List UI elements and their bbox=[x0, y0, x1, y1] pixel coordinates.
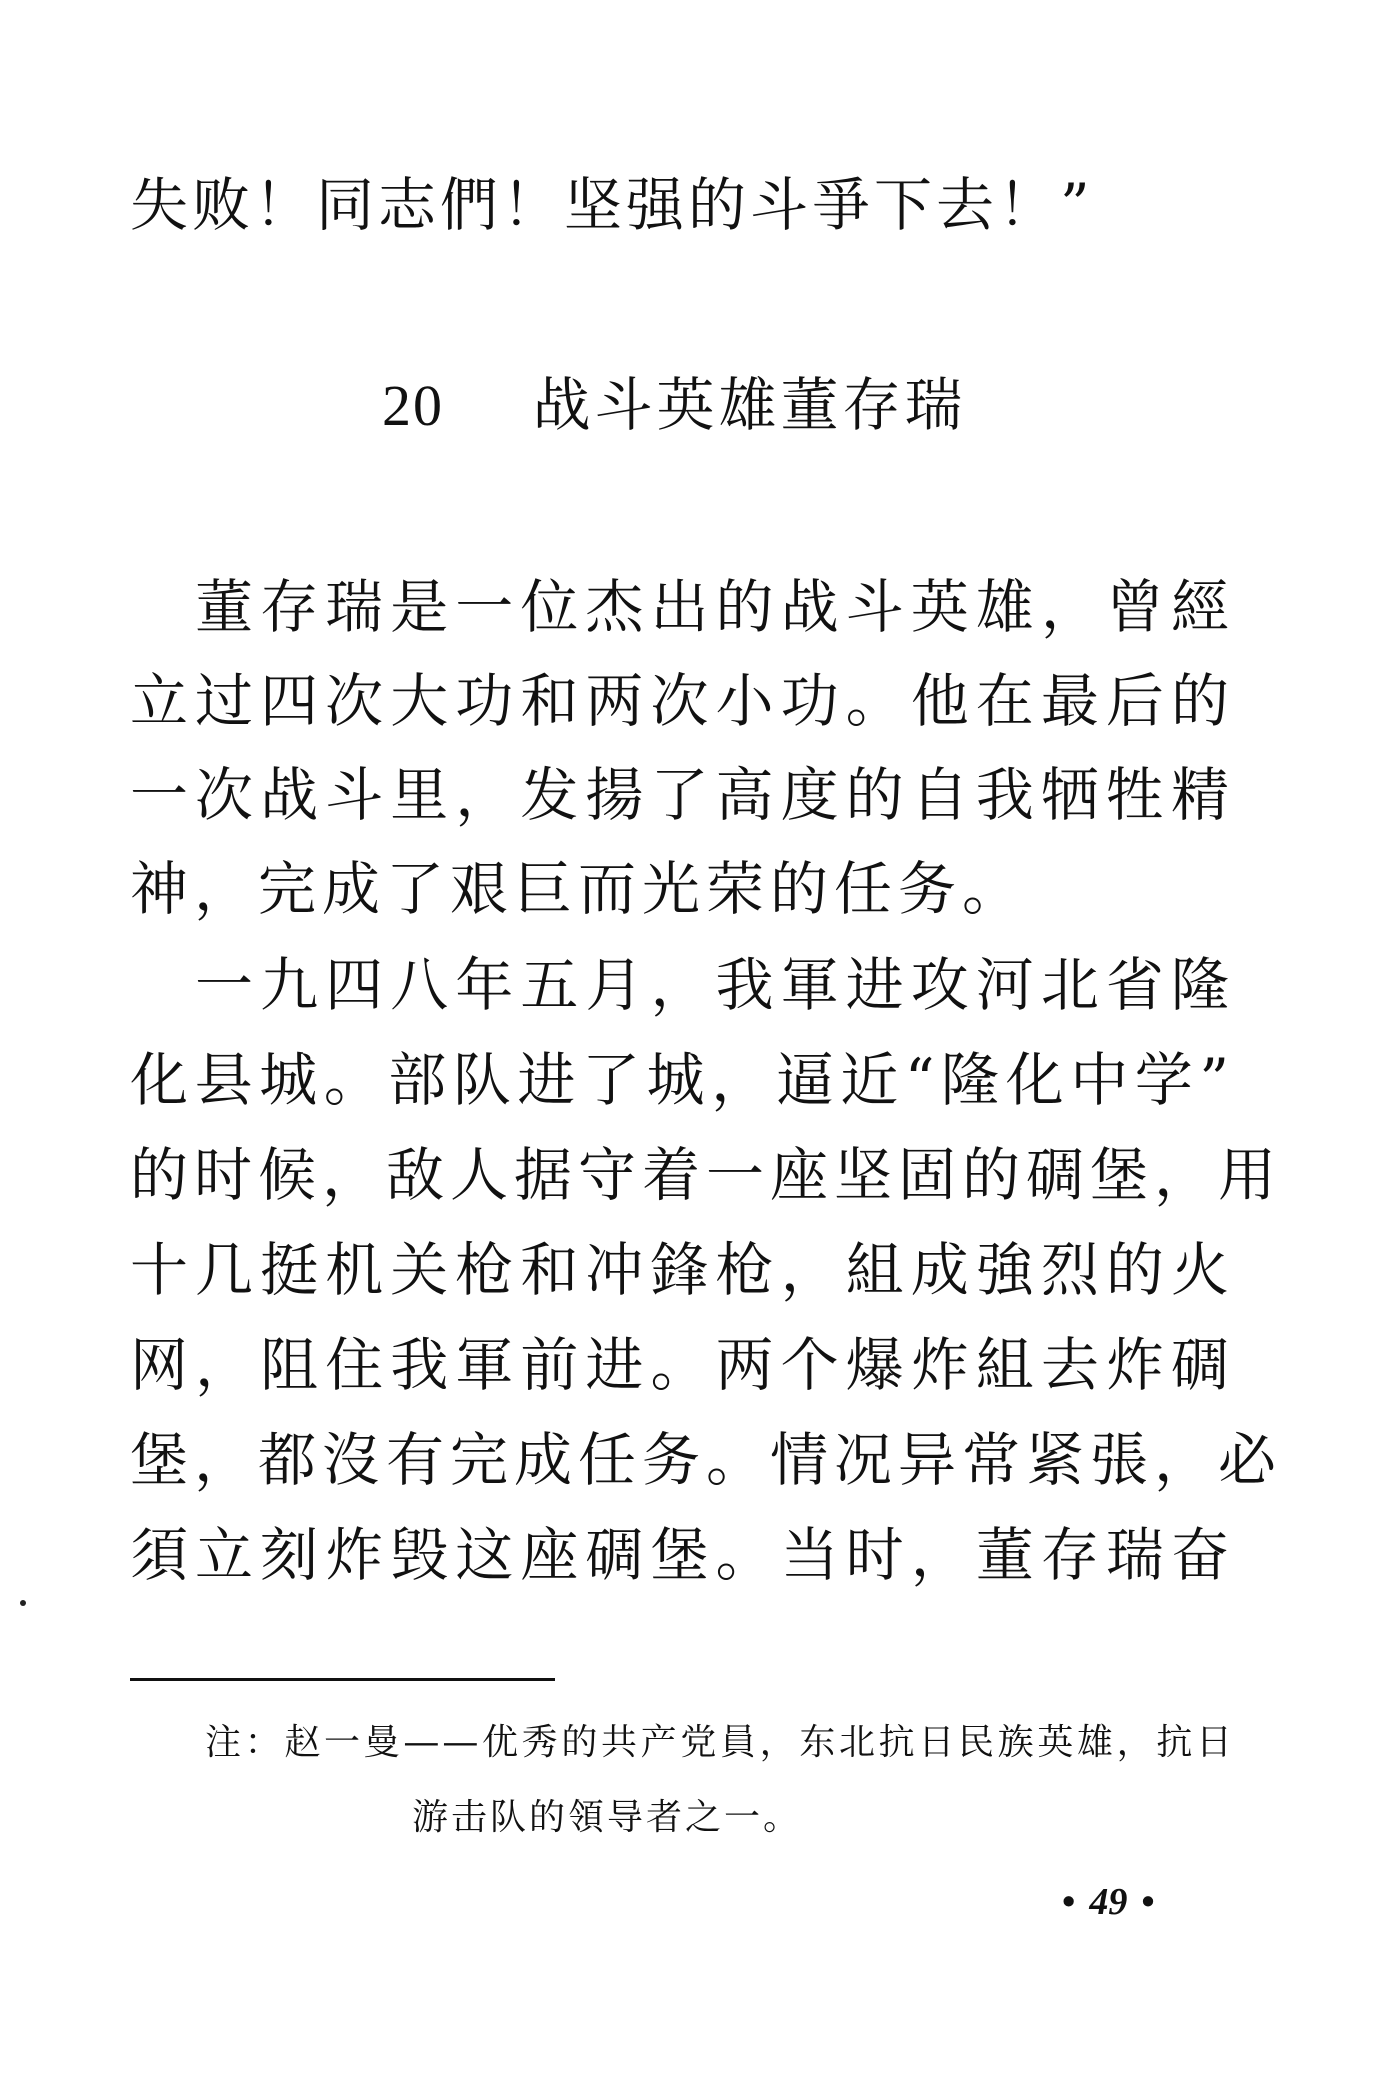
page-number-value: 49 bbox=[1089, 1881, 1128, 1923]
folio-dot-right: • bbox=[1141, 1881, 1155, 1923]
paragraph-1-line-4: 神，完成了艰巨而光荣的任务。 bbox=[130, 855, 1027, 923]
paragraph-2-line-3: 的时候，敌人据守着一座坚固的碉堡，用 bbox=[130, 1141, 1283, 1209]
paragraph-1-line-1: 董存瑞是一位杰出的战斗英雄，曾經 bbox=[195, 573, 1235, 641]
carryover-text-line: 失败！同志們！坚强的斗爭下去！” bbox=[130, 171, 1094, 239]
folio-dot-left: • bbox=[1062, 1881, 1076, 1923]
chapter-number: 20 bbox=[382, 373, 444, 438]
paragraph-2-line-4: 十几挺机关枪和冲鋒枪，組成強烈的火 bbox=[130, 1236, 1235, 1304]
footnote-divider bbox=[130, 1678, 555, 1681]
scan-speck bbox=[20, 1600, 26, 1606]
paragraph-2-line-2: 化县城。部队进了城，逼近“隆化中学” bbox=[130, 1046, 1235, 1114]
chapter-title: 战斗英雄董存瑞 bbox=[532, 371, 967, 439]
footnote-line-2: 游击队的領导者之一。 bbox=[412, 1797, 803, 1838]
paragraph-2-line-5: 网，阻住我軍前进。两个爆炸組去炸碉 bbox=[130, 1331, 1235, 1399]
paragraph-1-line-3: 一次战斗里，发揚了高度的自我牺牲精 bbox=[130, 761, 1235, 829]
paragraph-2-line-1: 一九四八年五月，我軍进攻河北省隆 bbox=[195, 951, 1235, 1019]
paragraph-2-line-7: 須立刻炸毁这座碉堡。当时，董存瑞奋 bbox=[130, 1521, 1235, 1589]
paragraph-2-line-6: 堡，都沒有完成任务。情况异常紧張，必 bbox=[130, 1426, 1283, 1494]
page-number bbox=[1048, 1878, 1169, 1926]
footnote-line-1: 注：赵一曼——优秀的共产党員，东北抗日民族英雄，抗日 bbox=[205, 1722, 1235, 1763]
paragraph-1-line-2: 立过四次大功和两次小功。他在最后的 bbox=[130, 667, 1235, 735]
chapter-heading bbox=[382, 370, 966, 441]
